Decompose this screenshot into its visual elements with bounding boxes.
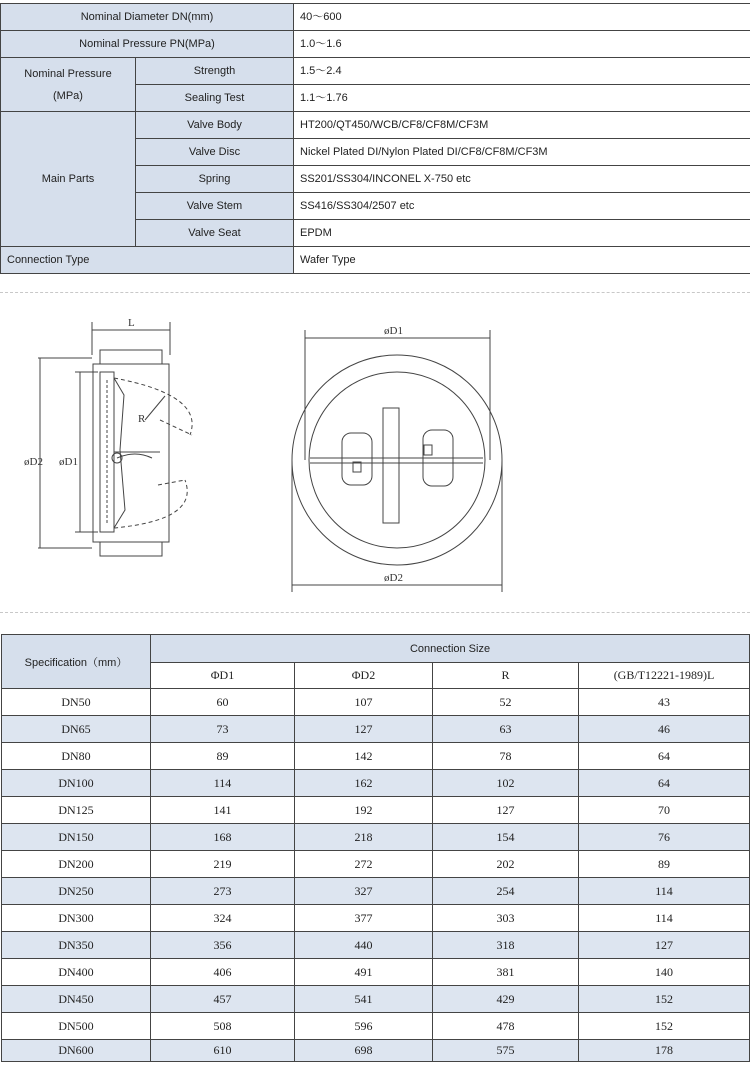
table-row: [2, 959, 750, 986]
value-cell: 76: [579, 824, 750, 851]
value-cell: 78: [433, 743, 579, 770]
value-cell: 272: [295, 851, 433, 878]
spec-cell: DN350: [2, 932, 151, 959]
spec-cell: DN600: [2, 1040, 151, 1062]
spec-cell: DN400: [2, 959, 151, 986]
spec-cell: DN250: [2, 878, 151, 905]
label-side-D1: øD1: [59, 456, 78, 468]
table-row: [2, 743, 750, 770]
table-row: [2, 851, 750, 878]
spec-value: SS201/SS304/INCONEL X-750 etc: [294, 166, 750, 193]
spec-group-pressure: [1, 58, 136, 112]
spec-label: Valve Seat: [136, 220, 294, 247]
value-cell: 218: [295, 824, 433, 851]
spec-label: Spring: [136, 166, 294, 193]
spec-group-main-parts: Main Parts: [1, 112, 136, 247]
spec-row-valve-body: [1, 112, 750, 139]
value-cell: 152: [579, 1013, 750, 1040]
value-cell: 127: [579, 932, 750, 959]
spec-row-nominal-diameter: [1, 4, 750, 31]
spec-label: Strength: [136, 58, 294, 85]
value-cell: 202: [433, 851, 579, 878]
table-row: [2, 986, 750, 1013]
column-header-l: (GB/T12221-1989)L: [579, 663, 750, 689]
value-cell: 192: [295, 797, 433, 824]
spec-label: Valve Disc: [136, 139, 294, 166]
spec-cell: DN65: [2, 716, 151, 743]
value-cell: 273: [151, 878, 295, 905]
table-row: [2, 1013, 750, 1040]
value-cell: 596: [295, 1013, 433, 1040]
spec-cell: DN450: [2, 986, 151, 1013]
table-row: [2, 1040, 750, 1062]
spec-value: 1.5～2.4: [294, 58, 750, 85]
spec-cell: DN200: [2, 851, 151, 878]
spec-value: EPDM: [294, 220, 750, 247]
value-cell: 327: [295, 878, 433, 905]
value-cell: 70: [579, 797, 750, 824]
spec-value: HT200/QT450/WCB/CF8/CF8M/CF3M: [294, 112, 750, 139]
value-cell: 457: [151, 986, 295, 1013]
value-cell: 381: [433, 959, 579, 986]
value-cell: 64: [579, 743, 750, 770]
value-cell: 406: [151, 959, 295, 986]
swing-line: [160, 420, 192, 435]
spec-label: Valve Stem: [136, 193, 294, 220]
value-cell: 64: [579, 770, 750, 797]
value-cell: 377: [295, 905, 433, 932]
table-row: [2, 689, 750, 716]
spec-group-line: (MPa): [53, 89, 83, 102]
spec-cell: DN125: [2, 797, 151, 824]
side-view-labels: [24, 317, 146, 468]
table-row: [2, 932, 750, 959]
spec-value: 40～600: [294, 4, 750, 31]
body-bottom-flange: [100, 542, 162, 556]
value-cell: 73: [151, 716, 295, 743]
value-cell: 254: [433, 878, 579, 905]
value-cell: 154: [433, 824, 579, 851]
spec-value: 1.1～1.76: [294, 85, 750, 112]
section-divider: [0, 612, 750, 613]
spec-label: Valve Body: [136, 112, 294, 139]
column-header-d2: ΦD2: [295, 663, 433, 689]
spec-cell: DN100: [2, 770, 151, 797]
value-cell: 114: [579, 905, 750, 932]
table-row: [2, 797, 750, 824]
value-cell: 318: [433, 932, 579, 959]
stop-bar: [383, 408, 399, 523]
value-cell: 219: [151, 851, 295, 878]
spec-label: Sealing Test: [136, 85, 294, 112]
spec-label: Nominal Diameter DN(mm): [1, 4, 294, 31]
value-cell: 141: [151, 797, 295, 824]
spec-table: [0, 3, 750, 274]
value-cell: 178: [579, 1040, 750, 1062]
swing-line: [158, 480, 185, 485]
value-cell: 140: [579, 959, 750, 986]
value-cell: 541: [295, 986, 433, 1013]
value-cell: 114: [579, 878, 750, 905]
spec-cell: DN50: [2, 689, 151, 716]
value-cell: 610: [151, 1040, 295, 1062]
value-cell: 575: [433, 1040, 579, 1062]
spec-cell: DN80: [2, 743, 151, 770]
value-cell: 429: [433, 986, 579, 1013]
value-cell: 102: [433, 770, 579, 797]
value-cell: 698: [295, 1040, 433, 1062]
label-side-D2: øD2: [24, 456, 43, 468]
spec-label: Connection Type: [1, 247, 294, 274]
spec-label: Nominal Pressure PN(MPa): [1, 31, 294, 58]
table-row: [2, 824, 750, 851]
value-cell: 303: [433, 905, 579, 932]
spec-row-connection-type: [1, 247, 750, 274]
value-cell: 107: [295, 689, 433, 716]
value-cell: 63: [433, 716, 579, 743]
value-cell: 324: [151, 905, 295, 932]
dimension-header-row: [2, 635, 750, 663]
front-view: [292, 330, 502, 592]
valve-drawing: [0, 300, 750, 605]
dimension-table: [1, 634, 750, 1062]
radius-line: [145, 396, 165, 420]
label-front-D2: øD2: [384, 572, 403, 584]
value-cell: 152: [579, 986, 750, 1013]
label-front-D1: øD1: [384, 325, 403, 337]
outer-ring: [292, 355, 502, 565]
value-cell: 162: [295, 770, 433, 797]
section-divider: [0, 292, 750, 293]
spec-cell: DN150: [2, 824, 151, 851]
value-cell: 127: [295, 716, 433, 743]
spec-value: SS416/SS304/2507 etc: [294, 193, 750, 220]
table-row: [2, 770, 750, 797]
value-cell: 60: [151, 689, 295, 716]
value-cell: 89: [579, 851, 750, 878]
table-row: [2, 905, 750, 932]
value-cell: 89: [151, 743, 295, 770]
value-cell: 491: [295, 959, 433, 986]
column-header-r: R: [433, 663, 579, 689]
value-cell: 114: [151, 770, 295, 797]
front-view-labels: [384, 325, 403, 584]
side-view: [38, 322, 192, 556]
valve-drawing-svg: [0, 300, 750, 605]
spec-row-strength: [1, 58, 750, 85]
value-cell: 440: [295, 932, 433, 959]
value-cell: 508: [151, 1013, 295, 1040]
spec-row-nominal-pressure: [1, 31, 750, 58]
value-cell: 127: [433, 797, 579, 824]
spec-cell: DN500: [2, 1013, 151, 1040]
spec-cell: DN300: [2, 905, 151, 932]
connection-size-header: Connection Size: [151, 635, 750, 663]
spec-group-line: Nominal Pressure: [24, 67, 112, 80]
body-top-flange: [100, 350, 162, 364]
value-cell: 356: [151, 932, 295, 959]
spec-value: Nickel Plated DI/Nylon Plated DI/CF8/CF8M/CF3M: [294, 139, 750, 166]
spec-value: 1.0～1.6: [294, 31, 750, 58]
inner-ring: [309, 372, 485, 548]
disc-left: [342, 433, 372, 485]
value-cell: 478: [433, 1013, 579, 1040]
dimension-table-body: [2, 689, 750, 1062]
label-R: R: [138, 413, 146, 425]
spec-header: Specification（mm）: [2, 635, 151, 689]
column-header-d1: ΦD1: [151, 663, 295, 689]
spring-right: [424, 445, 432, 455]
value-cell: 142: [295, 743, 433, 770]
table-row: [2, 878, 750, 905]
value-cell: 46: [579, 716, 750, 743]
value-cell: 168: [151, 824, 295, 851]
value-cell: 52: [433, 689, 579, 716]
swing-arc: [114, 378, 192, 435]
value-cell: 43: [579, 689, 750, 716]
label-L: L: [128, 317, 135, 329]
table-row: [2, 716, 750, 743]
spec-value: Wafer Type: [294, 247, 750, 274]
valve-body: [93, 364, 169, 542]
